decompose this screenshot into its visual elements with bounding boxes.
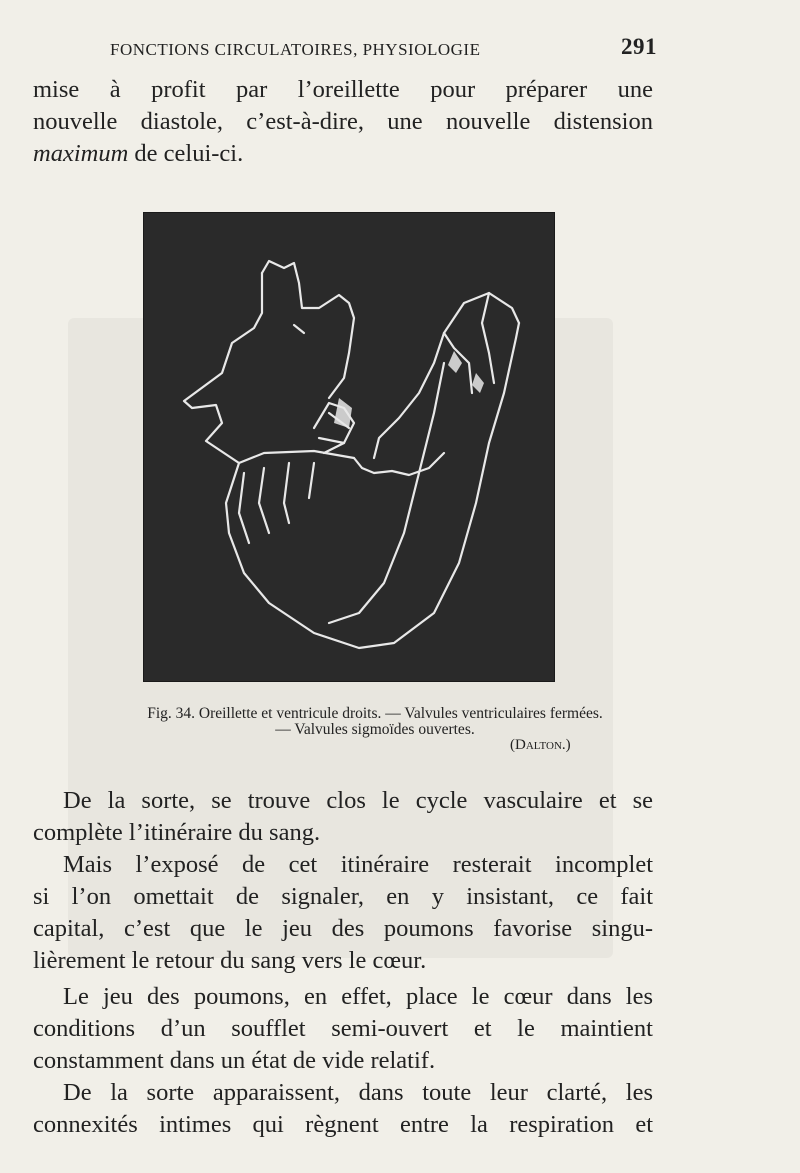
figure-caption-line-1: Fig. 34. Oreillette et ventricule droits. — Valvules ventriculaires fermées.	[147, 705, 603, 722]
body-line-10: De la sorte apparaissent, dans toute leur clarté, les	[63, 1079, 653, 1106]
body-line-9: constamment dans un état de vide relatif.	[33, 1047, 436, 1074]
figure-caption-line-2: — Valvules sigmoïdes ouvertes.	[275, 721, 475, 738]
page-number: 291	[621, 34, 657, 59]
body-line-6: lièrement le retour du sang vers le cœur.	[33, 947, 427, 974]
body-line-5: capital, c’est que le jeu des poumons favorise singu-	[33, 915, 653, 942]
figure-credit: (Dalton.)	[510, 737, 571, 753]
running-title: FONCTIONS CIRCULATOIRES, PHYSIOLOGIE	[110, 40, 481, 59]
top-line-3	[33, 138, 653, 170]
top-line-2: nouvelle diastole, c’est-à-dire, une nouvelle distension	[33, 108, 653, 135]
body-line-4: si l’on omettait de signaler, en y insistant, ce fait	[33, 883, 653, 910]
body-line-11: connexités intimes qui règnent entre la respiration et	[33, 1111, 653, 1138]
italic-word: maximum	[33, 140, 129, 167]
top-line-3-rest: de celui-ci.	[128, 140, 244, 167]
body-line-3: Mais l’exposé de cet itinéraire resterait incomplet	[63, 851, 653, 878]
body-line-7: Le jeu des poumons, en effet, place le cœur dans les	[63, 983, 653, 1010]
body-line-8: conditions d’un soufflet semi-ouvert et le maintient	[33, 1015, 653, 1042]
heart-illustration	[143, 212, 555, 682]
body-line-2: complète l’itinéraire du sang.	[33, 819, 321, 846]
top-line-1: mise à profit par l’oreillette pour préparer une	[33, 76, 653, 103]
body-line-1: De la sorte, se trouve clos le cycle vasculaire et se	[63, 787, 653, 814]
heart-drawing	[144, 213, 554, 681]
